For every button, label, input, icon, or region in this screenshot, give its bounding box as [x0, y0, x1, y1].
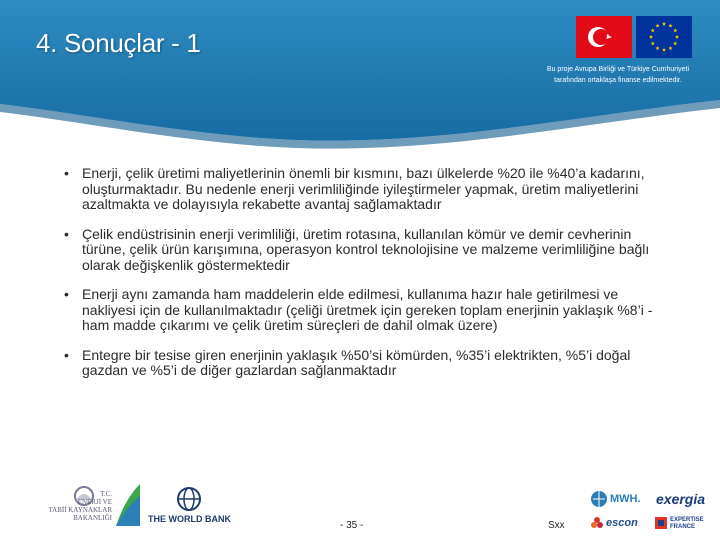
- bullet-item: [64, 166, 674, 213]
- ministry-line: ENERJİ VE: [77, 498, 112, 506]
- bullet-marker: •: [64, 286, 69, 302]
- ministry-swoosh-icon: [112, 482, 142, 528]
- escon-logo-text: escon: [606, 517, 638, 529]
- world-bank-globe-icon: [176, 486, 202, 512]
- turkey-flag-icon: [576, 16, 632, 58]
- eu-star-icon: [673, 28, 677, 32]
- eu-star-icon: [668, 46, 672, 50]
- funding-note: [520, 64, 716, 86]
- eu-star-icon: [651, 28, 655, 32]
- eu-star-icon: [675, 35, 679, 39]
- eu-star-icon: [651, 41, 655, 45]
- bullet-text: Entegre bir tesise giren enerjinin yaklaşık %50’si kömürden, %35’i elektrikten, %5’i doğal gazdan ve %5’i de diğer gazlardan sağlanmaktadır: [82, 346, 631, 378]
- eu-star-icon: [655, 46, 659, 50]
- ministry-line: BAKANLIĞI: [73, 514, 112, 522]
- funding-line-2: tarafından ortaklaşa finanse edilmektedir.: [554, 77, 682, 84]
- eu-star-icon: [655, 24, 659, 28]
- escon-flower-icon: [590, 516, 604, 530]
- eu-star-icon: [649, 35, 653, 39]
- mwh-globe-icon: [590, 490, 608, 508]
- exergia-logo-text: exergia: [656, 491, 706, 507]
- eu-star-icon: [673, 41, 677, 45]
- eu-star-icon: [668, 24, 672, 28]
- expertise-france-logo-text: EXPERTISE FRANCE: [670, 517, 704, 530]
- bullet-text: Çelik endüstrisinin enerji verimliliği, üretim rotasına, kullanılan kömür ve demir cevherinin türüne, çelik ürün karışımına, operasyon kontrol teknolojisine ve malzeme verimliliğine bağlı olarak değişkenlik göstermektedir: [82, 225, 650, 273]
- eu-star-icon: [662, 48, 666, 52]
- bullet-item: [64, 348, 674, 379]
- mwh-logo-text: MWH.: [610, 493, 641, 505]
- header-banner: [0, 0, 720, 150]
- bullet-item: [64, 227, 674, 274]
- eu-star-icon: [662, 22, 666, 26]
- bullet-item: [64, 287, 674, 334]
- bullet-marker: •: [64, 225, 69, 242]
- bullet-text: Enerji, çelik üretimi maliyetlerinin önemli bir kısmını, bazı ülkelerde %20 ile %40’a kadarını, oluşturmaktadır. Bu nedenle enerji verimliliğinde iyileştirmeler yapmak, üretim maliyetlerini azaltmakta ve dolayısıyla rekabette avantaj sağlamaktadır: [82, 165, 645, 212]
- slide-code: Sxx: [548, 520, 565, 531]
- slide-title: 4. Sonuçlar - 1: [36, 28, 201, 58]
- expertise-france-icon: [654, 516, 668, 530]
- world-bank-logo-text: THE WORLD BANK: [148, 514, 231, 524]
- bullet-list: [64, 166, 674, 393]
- eu-flag-icon: [636, 16, 692, 58]
- page-number: - 35 -: [340, 520, 364, 531]
- bullet-text: Enerji aynı zamanda ham maddelerin elde edilmesi, kullanıma hazır hale getirilmesi ve nakliyesi için de kullanılmaktadır (çeliği üretmek için gereken toplam enerjinin yaklaşık %8’i - ham madde çıkarımı ve çelik üretim süreçleri de dahil olmak üzere): [82, 286, 653, 333]
- bullet-marker: •: [64, 346, 69, 363]
- ministry-line: T.C.: [100, 490, 112, 498]
- funding-line-1: Bu proje Avrupa Birliği ve Türkiye Cumhuriyeti: [546, 66, 690, 73]
- ministry-line: TABİİ KAYNAKLAR: [48, 506, 112, 514]
- ministry-logo-text: [36, 490, 112, 522]
- bullet-marker: •: [64, 165, 69, 181]
